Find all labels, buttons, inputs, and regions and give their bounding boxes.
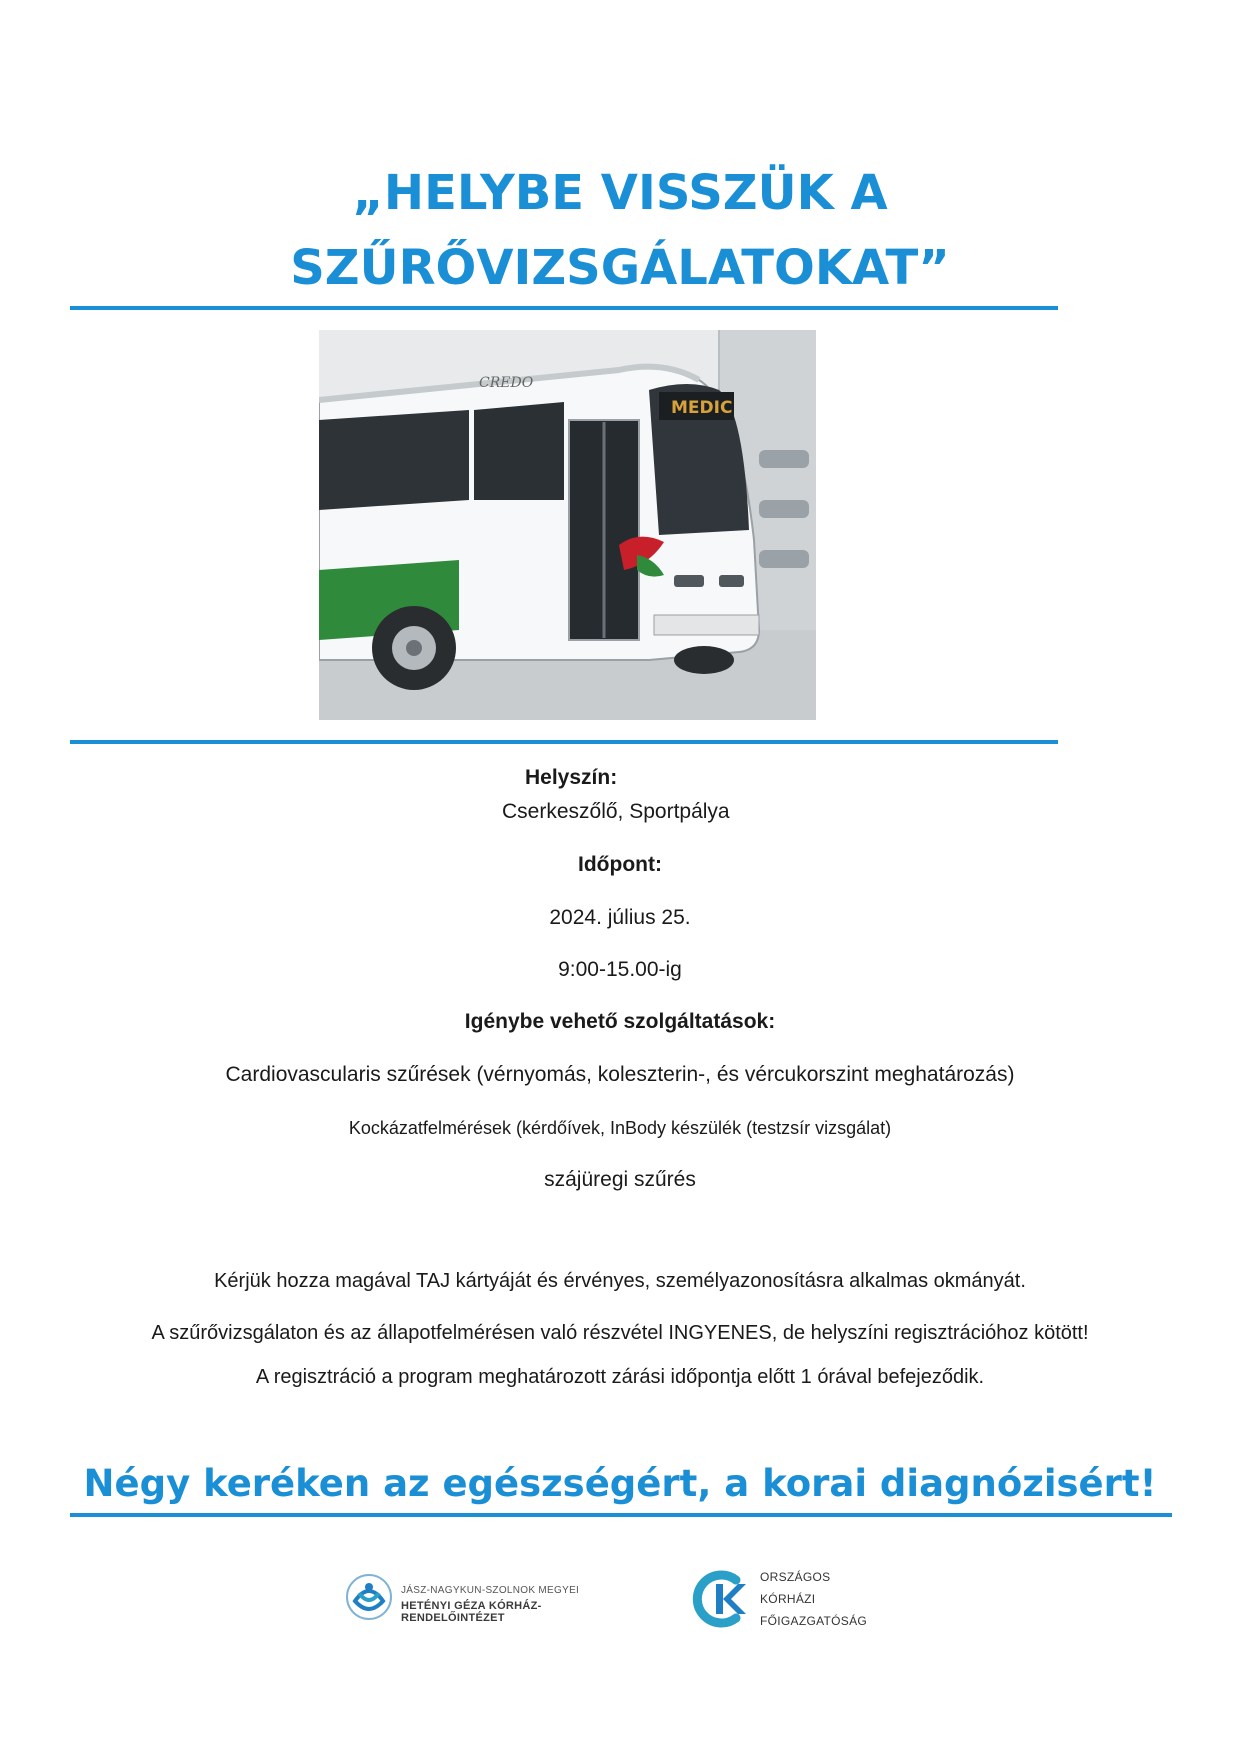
note-text: A szűrővizsgálaton és az állapotfelmérésen való részvétel INGYENES, de helyszíni regisztrációhoz kötött! [151, 1322, 1089, 1344]
slogan: Négy keréken az egészségért, a korai diagnózisért! [83, 1462, 1157, 1505]
service-item: Cardiovascularis szűrések (vérnyomás, koleszterin-, és vércukorszint meghatározás) [225, 1063, 1015, 1086]
location-value: Cserkeszőlő, Sportpálya [502, 800, 730, 823]
services-label: Igénybe vehető szolgáltatások: [464, 1010, 776, 1033]
note-text: Kérjük hozza magával TAJ kártyáját és érvényes, személyazonosításra alkalmas okmányát. [214, 1270, 1026, 1292]
hospital-logo-line-2: HETÉNYI GÉZA KÓRHÁZ-RENDELŐINTÉZET [401, 1600, 542, 1624]
service-item: Kockázatfelmérések (kérdőívek, InBody készülék (testzsír vizsgálat) [348, 1118, 892, 1138]
okfo-logo-line-2: KÓRHÁZI [760, 1592, 816, 1606]
poster-title-line-2: SZŰRŐVIZSGÁLATOKAT” [290, 240, 950, 296]
hospital-emblem-icon [345, 1573, 393, 1621]
bus-photo [319, 330, 816, 720]
hospital-logo-line-1: JÁSZ-NAGYKUN-SZOLNOK MEGYEI [401, 1585, 580, 1596]
bus-display-text: MEDIC [671, 398, 733, 418]
location-label: Helyszín: [525, 766, 618, 789]
photo-divider [70, 740, 1058, 744]
bus-brand-text: CREDO [479, 375, 534, 391]
service-item: szájüregi szűrés [544, 1168, 696, 1191]
title-divider [70, 306, 1058, 310]
okfo-logo [690, 1568, 910, 1633]
slogan-divider [70, 1513, 1172, 1517]
okfo-emblem-icon [690, 1568, 752, 1630]
bus-illustration [319, 330, 816, 720]
event-hours: 9:00-15.00-ig [558, 958, 682, 981]
okfo-logo-line-3: FŐIGAZGATÓSÁG [760, 1614, 868, 1628]
time-label: Időpont: [578, 853, 662, 876]
hospital-logo [345, 1573, 645, 1623]
poster-title-line-1: „HELYBE VISSZÜK A [352, 165, 888, 221]
okfo-logo-line-1: ORSZÁGOS [760, 1570, 831, 1584]
note-text: A regisztráció a program meghatározott zárási időpontja előtt 1 órával befejeződik. [255, 1366, 985, 1388]
event-date: 2024. július 25. [549, 906, 691, 929]
